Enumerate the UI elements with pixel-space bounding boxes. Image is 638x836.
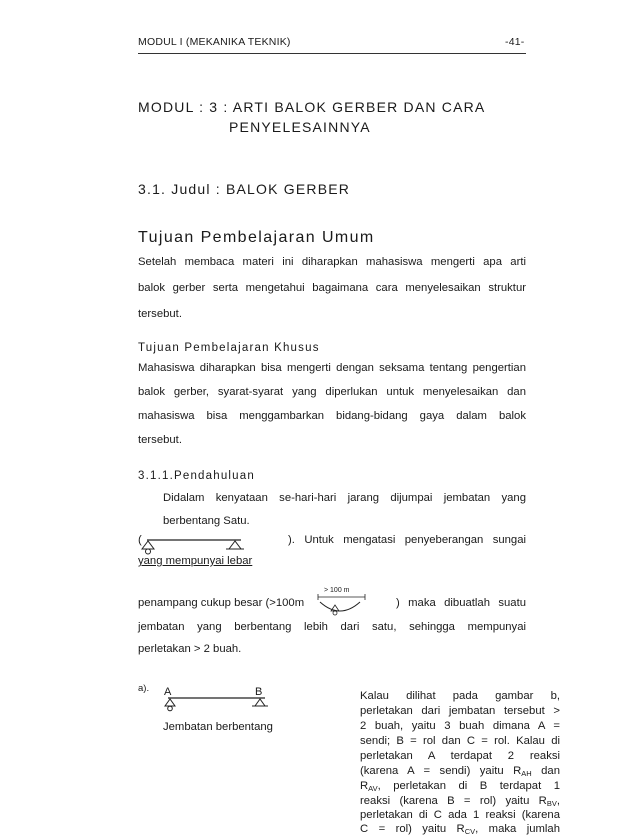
right-column-line-rah bbox=[360, 765, 560, 778]
rcv-subscript: CV bbox=[464, 827, 476, 836]
module-title-line1: MODUL : 3 : ARTI BALOK GERBER DAN CARA bbox=[138, 99, 486, 115]
right-column-line: perletakan di C ada 1 reaksi (karena bbox=[360, 809, 560, 821]
rbv-subscript: BV bbox=[546, 799, 557, 808]
figure-a-tag: a). bbox=[138, 683, 150, 694]
rav-text-end: , perletakan di B terdapat 1 bbox=[377, 780, 560, 792]
river-crossing-figure bbox=[310, 592, 370, 618]
pendahuluan-line-b: jembatan yang berbentang lebih dari satu, sehingga mempunyai bbox=[138, 621, 526, 633]
pendahuluan-line: Didalam kenyataan se-hari-hari jarang dijumpai jembatan yang bbox=[163, 492, 526, 504]
rav-text: R bbox=[360, 780, 369, 792]
right-column-line: 2 buah, yaitu 3 buah dimana A = bbox=[360, 720, 560, 732]
right-column-line-rav bbox=[360, 780, 560, 793]
fig1-open-paren: ( bbox=[138, 534, 142, 546]
right-column-line: sendi; B = rol dan C = rol. Kalau di bbox=[360, 735, 560, 747]
tujuan-khusus-line: mahasiswa bisa menggambarkan bidang-bidang gaya dalam balok bbox=[138, 410, 526, 422]
section-title: 3.1. Judul : BALOK GERBER bbox=[138, 181, 351, 197]
rcv-text-end: , maka jumlah bbox=[475, 823, 560, 835]
right-column-line-rbv bbox=[360, 795, 560, 808]
pendahuluan-line: berbentang Satu. bbox=[163, 515, 250, 527]
right-column-line-rcv bbox=[360, 823, 560, 836]
fig1-close-text: ). Untuk mengatasi penyeberangan sungai bbox=[288, 534, 526, 546]
rav-subscript: AV bbox=[368, 784, 378, 793]
single-span-bridge-figure bbox=[160, 694, 280, 718]
tujuan-khusus-line: tersebut. bbox=[138, 434, 182, 446]
rah-subscript: AH bbox=[521, 769, 532, 778]
pendahuluan-heading: 3.1.1.Pendahuluan bbox=[138, 470, 255, 482]
support-b-label: B bbox=[255, 686, 263, 698]
tujuan-khusus-heading: Tujuan Pembelajaran Khusus bbox=[138, 342, 320, 354]
figure-a-caption: Jembatan berbentang bbox=[163, 721, 273, 733]
rah-text: (karena A = sendi) yaitu R bbox=[360, 765, 522, 777]
rbv-text: reaksi (karena B = rol) yaitu R bbox=[360, 795, 547, 807]
tujuan-umum-heading: Tujuan Pembelajaran Umum bbox=[138, 229, 375, 246]
span-length-label: > 100 m bbox=[324, 587, 350, 594]
tujuan-khusus-line: Mahasiswa diharapkan bisa mengerti dengan seksama tentang pengertian bbox=[138, 362, 526, 374]
running-header-title: MODUL I (MEKANIKA TEKNIK) bbox=[138, 36, 291, 48]
rah-text-end: dan bbox=[531, 765, 560, 777]
tujuan-khusus-line: balok gerber, syarat-syarat yang diperlukan untuk menyelesaikan dan bbox=[138, 386, 526, 398]
right-column-line: perletakan dari jembatan tersebut > bbox=[360, 705, 560, 717]
page-number: -41- bbox=[505, 36, 525, 48]
right-column-line: perletakan A terdapat 2 reaksi bbox=[360, 750, 560, 762]
rbv-text-end: , bbox=[556, 795, 560, 807]
tujuan-umum-line: balok gerber serta mengetahui bagaimana cara menyelesaikan struktur bbox=[138, 282, 526, 294]
tujuan-umum-line: tersebut. bbox=[138, 308, 182, 320]
tujuan-umum-line: Setelah membaca materi ini diharapkan mahasiswa mengerti apa arti bbox=[138, 256, 526, 268]
pendahuluan-line-a-close: ) maka dibuatlah suatu bbox=[396, 597, 526, 609]
header-rule bbox=[138, 53, 526, 54]
rcv-text: C = rol) yaitu R bbox=[360, 823, 465, 835]
right-column-line: Kalau dilihat pada gambar b, bbox=[360, 690, 560, 702]
pendahuluan-line-a: penampang cukup besar (>100m bbox=[138, 597, 305, 609]
support-a-label: A bbox=[164, 686, 172, 698]
pendahuluan-line-c: perletakan > 2 buah. bbox=[138, 643, 242, 655]
fig1-after-text: yang mempunyai lebar bbox=[138, 555, 253, 567]
module-title-line2: PENYELESAINNYA bbox=[229, 119, 371, 135]
